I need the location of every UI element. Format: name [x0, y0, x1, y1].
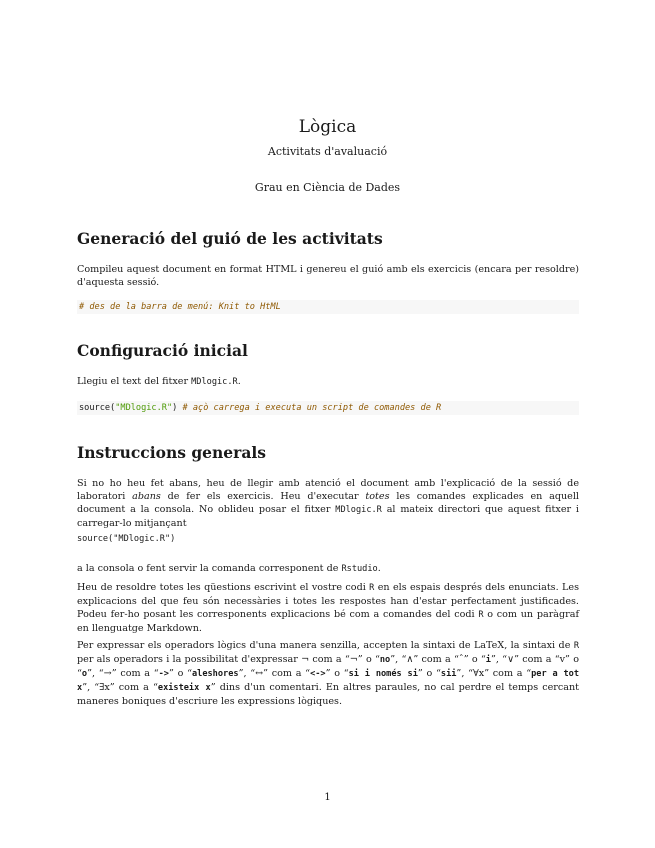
code-comment: # açò carrega i executa un script de comandes de R — [182, 403, 442, 413]
code-block-knit — [77, 300, 579, 314]
document-degree: Grau en Ciència de Dades — [254, 181, 401, 194]
section-heading-configuracio: Configuració inicial — [77, 341, 248, 360]
section-paragraph-configuracio: Llegiu el text del fitxer MDlogic.R. — [77, 376, 241, 387]
page-number: 1 — [324, 792, 331, 803]
inline-code-filename: MDlogic.R — [191, 377, 238, 387]
code-block-source: source("MDlogic.R") # açò carrega i executa un script de comandes de R — [77, 401, 579, 415]
section-heading-instruccions: Instruccions generals — [77, 443, 266, 462]
section-paragraph-generacio: Compileu aquest document en format HTML i genereu el guió amb els exercicis (encara per resoldre) d'aquesta sessió. — [77, 264, 579, 288]
document-subtitle: Activitats d'avaluació — [267, 145, 388, 158]
code-string: "MDlogic.R" — [115, 403, 173, 413]
document-title: Lògica — [298, 117, 357, 137]
inline-code-filename: MDlogic.R — [335, 505, 382, 515]
code-source-plain: source("MDlogic.R") — [77, 534, 176, 544]
instructions-paragraph-1: Si no ho heu fet abans, heu de llegir amb atenció el document amb l'explicació de la sessió de laboratori abans de fer els exercicis. Heu d'executar totes les comandes explicades en aquell document a la consola. No oblideu posar el fitxer MDlogic.R al mateix directori que aquest fitxer i carregar-lo mitjançant — [77, 478, 579, 529]
inline-code-rstudio: Rstudio — [341, 564, 378, 574]
instructions-paragraph-4: Per expressar els operadors lògics d'una manera senzilla, accepten la sintaxi de LaTeX, la sintaxi de R per als operadors i la possibilitat d'expressar ¬ com a “¬” o “no”, “∧” com a “ˆ” o “i”, “∨” com a “v” o “o”, “→” com a “->” o “aleshores”, “↔” com a “<->” o “si i només si” o “sii”, “∀x” com a “per a tot x”, “∃x” com a “existeix x” dins d'un comentari. En altres paraules, no cal perdre el temps cercant maneres boniques d'escriure les expressions lògiques. — [77, 640, 579, 707]
instructions-paragraph-3: Heu de resoldre totes les qüestions escrivint el vostre codi R en els espais després dels enunciats. Les explicacions del que feu són necessàries i totes les respostes han d'estar perfectament justificades. Podeu fer-ho posant les corresponents explicacions bé com a comandes del codi R o com un paràgraf en llenguatge Markdown. — [77, 582, 579, 634]
code-comment: # des de la barra de menú: Knit to HtML — [79, 302, 281, 312]
instructions-paragraph-2: a la consola o fent servir la comanda corresponent de Rstudio. — [77, 563, 381, 574]
section-heading-generacio: Generació del guió de les activitats — [77, 229, 383, 248]
